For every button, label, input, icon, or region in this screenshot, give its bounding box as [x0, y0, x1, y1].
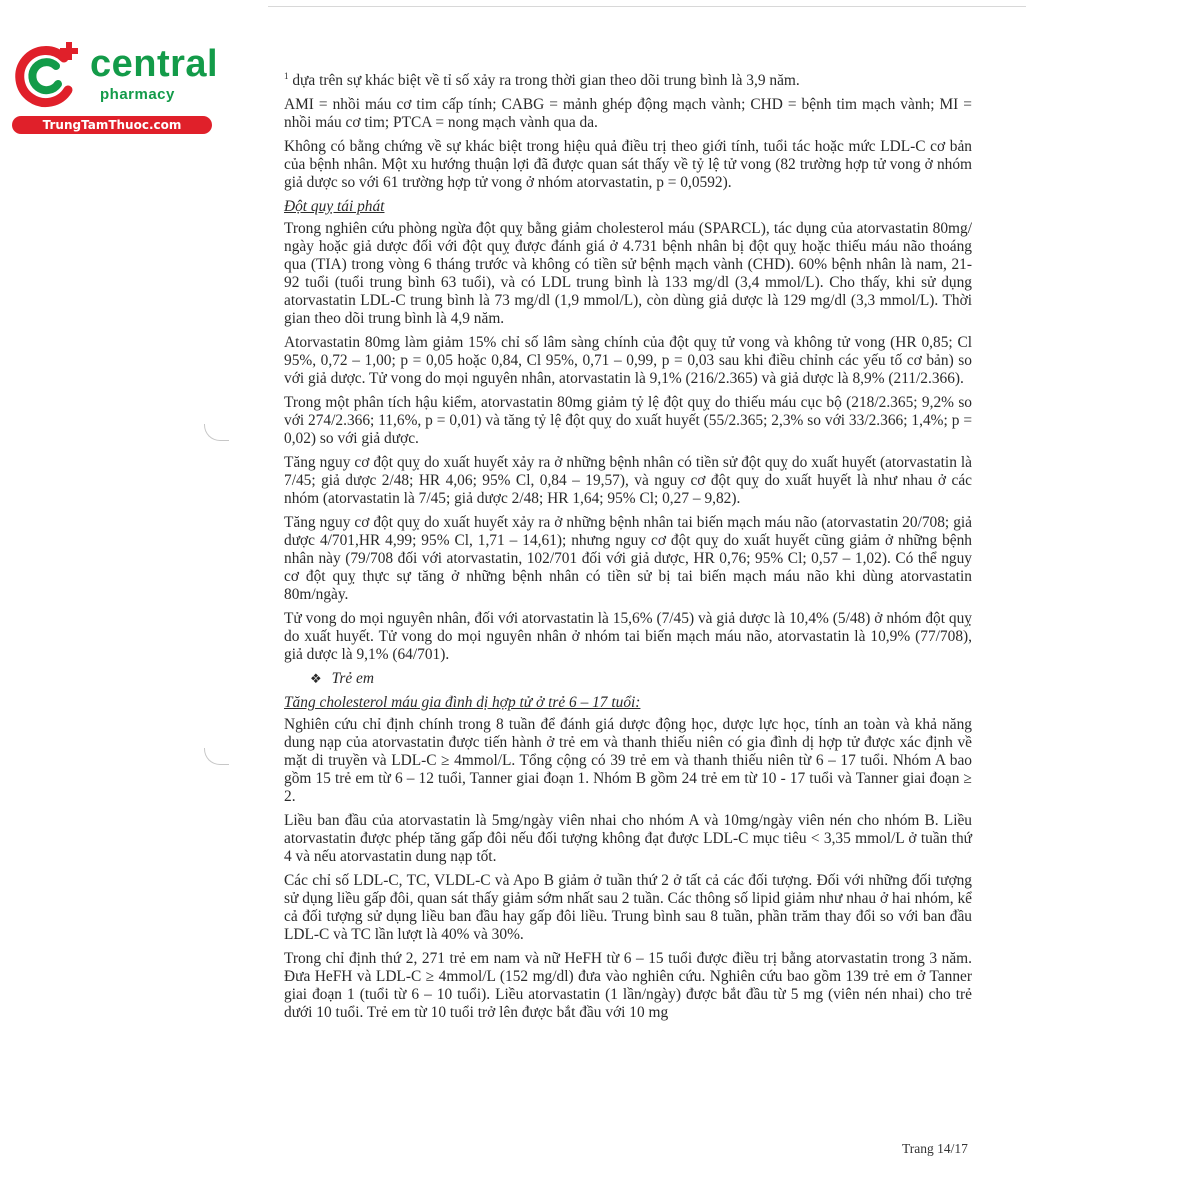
abbreviations-paragraph: AMI = nhồi máu cơ tim cấp tính; CABG = mảnh ghép động mạch vành; CHD = bệnh tim mạch vành; MI = nhồi máu cơ tim; PTCA = nong mạch vành qua da.	[284, 96, 972, 131]
scan-hole-mark-2	[204, 748, 229, 765]
section-heading-stroke: Đột quỵ tái phát	[284, 198, 385, 215]
bullet-text: Trẻ em	[331, 670, 374, 687]
pharmacy-cross-icon	[8, 38, 88, 118]
brand-name: central	[90, 43, 219, 85]
paragraph: Liều ban đầu của atorvastatin là 5mg/ngày viên nhai cho nhóm A và 10mg/ngày viên nén cho nhóm B. Liều atorvastatin được phép tăng gấp đôi nếu đối tượng không đạt được LDL-C mục tiêu < 3,35 mmol/L ở tuần thứ 4 và nếu atorvastatin dung nạp tốt.	[284, 812, 972, 865]
paragraph: Tăng nguy cơ đột quỵ do xuất huyết xảy ra ở những bệnh nhân có tiền sử đột quỵ do xuất huyết (atorvastatin là 7/45; giả dược 2/48; HR 4,06; 95% Cl, 0,84 – 19,57), và nguy cơ đột quỵ do xuất huyết là như nhau ở các nhóm (atorvastatin là 7/45; giả dược 2/48; HR 1,64; 95% Cl; 0,27 – 9,82).	[284, 454, 972, 507]
paragraph: Nghiên cứu chỉ định chính trong 8 tuần để đánh giá dược động học, dược lực học, tính an toàn và khả năng dung nạp của atorvastatin được tiến hành ở trẻ em và thanh thiếu niên có gia đình dị hợp tử được xác định về mặt di truyền và LDL-C ≥ 4mmol/L. Tổng cộng có 39 trẻ em và thanh thiếu niên từ 6 – 17 tuổi. Nhóm A bao gồm 15 trẻ em từ 6 – 12 tuổi, Tanner giai đoạn 1. Nhóm B gồm 24 trẻ em từ 10 - 17 tuổi và Tanner giai đoạn ≥ 2.	[284, 716, 972, 805]
section-heading-cholesterol: Tăng cholesterol máu gia đình dị hợp tử ở trẻ 6 – 17 tuổi:	[284, 694, 641, 711]
paragraph: Tăng nguy cơ đột quỵ do xuất huyết xảy ra ở những bệnh nhân tai biến mạch máu não (atorvastatin 20/708; giả dược 4/701,HR 4,99; 95% Cl, 1,71 – 14,61); nhưng nguy cơ đột quỵ do xuất huyết cũng giảm ở những bệnh nhân này (79/708 đối với atorvastatin, 102/701 đối với giả dược, HR 0,76; 95% Cl; 0,57 – 1,02). Có thể nguy cơ đột quỵ thực sự tăng ở những bệnh nhân có tiền sử bị tai biến mạch máu não khi dùng atorvastatin 80m/ngày.	[284, 514, 972, 603]
scan-hole-mark-1	[204, 424, 229, 441]
paragraph: Tử vong do mọi nguyên nhân, đối với atorvastatin là 15,6% (7/45) và giả dược là 10,4% (5/48) ở nhóm đột quỵ do xuất huyết. Tử vong do mọi nguyên nhân ở nhóm tai biến mạch máu não, atorvastatin là 10,9% (77/708), giả dược là 9,1% (64/701).	[284, 610, 972, 663]
paragraph: Không có bằng chứng về sự khác biệt trong hiệu quả điều trị theo giới tính, tuổi tác hoặc mức LDL-C cơ bản của bệnh nhân. Một xu hướng thuận lợi đã được quan sát thấy về tỷ lệ tử vong (82 trường hợp tử vong ở nhóm giả dược so với 61 trường hợp tử vong ở nhóm atorvastatin, p = 0,0592).	[284, 138, 972, 191]
paragraph: Trong một phân tích hậu kiểm, atorvastatin 80mg giảm tỷ lệ đột quỵ do thiếu máu cục bộ (218/2.365; 9,2% so với 274/2.366; 11,6%, p = 0,01) và tăng tỷ lệ đột quỵ do xuất huyết (55/2.365; 2,3% so với 33/2.366; 1,4%; p = 0,02) so với giả dược.	[284, 394, 972, 447]
paragraph: Trong chỉ định thứ 2, 271 trẻ em nam và nữ HeFH từ 6 – 15 tuổi được điều trị bằng atorvastatin trong 3 năm. Đưa HeFH và LDL-C ≥ 4mmol/L (152 mg/dl) đưa vào nghiên cứu. Nghiên cứu bao gồm 139 trẻ em ở Tanner giai đoạn 1 (tuổi từ 6 – 10 tuổi). Liều atorvastatin (1 lần/ngày) được bắt đầu từ 5 mg (viên nén nhai) cho trẻ dưới 10 tuổi. Trẻ em từ 10 tuổi trở lên được bắt đầu với 10 mg	[284, 950, 972, 1021]
page-number: Trang 14/17	[902, 1141, 968, 1156]
children-bullet	[310, 670, 972, 688]
brand-logo[interactable]	[8, 38, 218, 138]
paragraph: Atorvastatin 80mg làm giảm 15% chỉ số lâm sàng chính của đột quỵ tử vong và không tử vong (HR 0,85; Cl 95%, 0,72 – 1,00; p = 0,05 hoặc 0,84, Cl 95%, 0,71 – 0,99, p = 0,03 sau khi điều chỉnh các yếu tố cơ bản) so với giả dược. Tử vong do mọi nguyên nhân, atorvastatin là 9,1% (216/2.365) và giả dược là 8,9% (211/2.366).	[284, 334, 972, 387]
footnote-text: dựa trên sự khác biệt về tỉ số xảy ra trong thời gian theo dõi trung bình là 3,9 năm.	[288, 72, 800, 89]
diamond-bullet-icon: ❖	[310, 671, 322, 686]
website-badge[interactable]: TrungTamThuoc.com	[12, 116, 212, 134]
paragraph: Các chỉ số LDL-C, TC, VLDL-C và Apo B giảm ở tuần thứ 2 ở tất cả các đối tượng. Đối với những đối tượng sử dụng liều gấp đôi, quan sát thấy giảm sớm nhất sau 2 tuần. Các thông số lipid giảm như nhau ở hai nhóm, kể cả đối tượng sử dụng liều ban đầu hay gấp đôi liều. Trung bình sau 8 tuần, phần trăm thay đổi so với ban đầu LDL-C và TC lần lượt là 40% và 30%.	[284, 872, 972, 943]
scan-top-edge	[268, 6, 1026, 7]
brand-subtitle: pharmacy	[100, 86, 175, 103]
document-body	[284, 72, 972, 1028]
footnote-paragraph	[284, 72, 972, 90]
footnote-marker: 1	[284, 70, 289, 81]
paragraph: Trong nghiên cứu phòng ngừa đột quỵ bằng giảm cholesterol máu (SPARCL), tác dụng của atorvastatin 80mg/ ngày hoặc giả dược đối với đột quỵ được đánh giá ở 4.731 bệnh nhân bị đột quỵ hoặc thiếu máu não thoáng qua (TIA) trong vòng 6 tháng trước và không có tiền sử bệnh mạch vành (CHD). 60% bệnh nhân là nam, 21- 92 tuổi (tuổi trung bình 63 tuổi), và có LDL trung bình là 133 mg/dl (3,4 mmol/L). Cho thấy, khi sử dụng atorvastatin LDL-C trung bình là 73 mg/dl (1,9 mmol/L), còn dùng giả dược là 129 mg/dl (3,3 mmol/L). Thời gian theo dõi trung bình là 4,9 năm.	[284, 220, 972, 327]
